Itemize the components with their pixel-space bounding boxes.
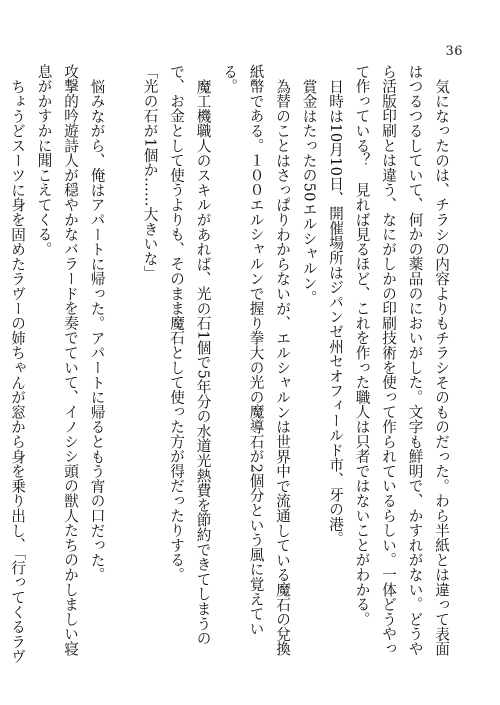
dialogue-line: 「光の石が1個か……大きいな」 [141,64,159,281]
paragraph: 日時は10月10日、開催場所はジパンゼ州セオフィールド市、牙の港。 [327,78,344,546]
paragraph: 賞金はたったの50エルシャルン。 [300,78,318,305]
paragraph: 魔工機職人のスキルがあれば、光の石1個で5年分の水道光熱費を節約できてしまうので、お金として使うよりも、そのまま魔石として使った方が得だったりする。 [168,64,212,646]
blank-line [110,64,137,664]
paragraph: ちょうどスーツに身を固めたラヴーの姉ちゃんが窓から身を乗り出し、「行ってくるラヴ [9,78,26,664]
vertical-text-block [9,64,454,664]
paragraph: 為替のことはさっぱりわからないが、エルシャルンは世界中で流通している魔石の兌換紙幣である。１００エルシャルンで握り拳大の光の魔導石が2個分という風に覚えている。 [221,64,291,656]
paragraph: 攻撃的吟遊詩人が穏やかなバラードを奏でていて、イノシシ頭の獣人たちのかしましい寝息がかすかに聞こえてくる。 [35,64,79,656]
paragraph: 気になったのは、チラシの内容よりもチラシそのものだった。わら半紙とは違って表面はつるつるしていて、何かの薬品のにおいがした。文字も鮮明で、かすれがない。どうやら活版印刷とは違う、なにがしかの印刷技術を使って作られているらしい。一体どうやって作っている？ 見れば見るほど、これを作った職人は只者ではないことがわかる。 [353,64,450,656]
paragraph: 悩みながら、俺はアパートに帰った。アパートに帰るともう宵の口だった。 [88,78,106,582]
page-number: 36 [445,44,463,59]
